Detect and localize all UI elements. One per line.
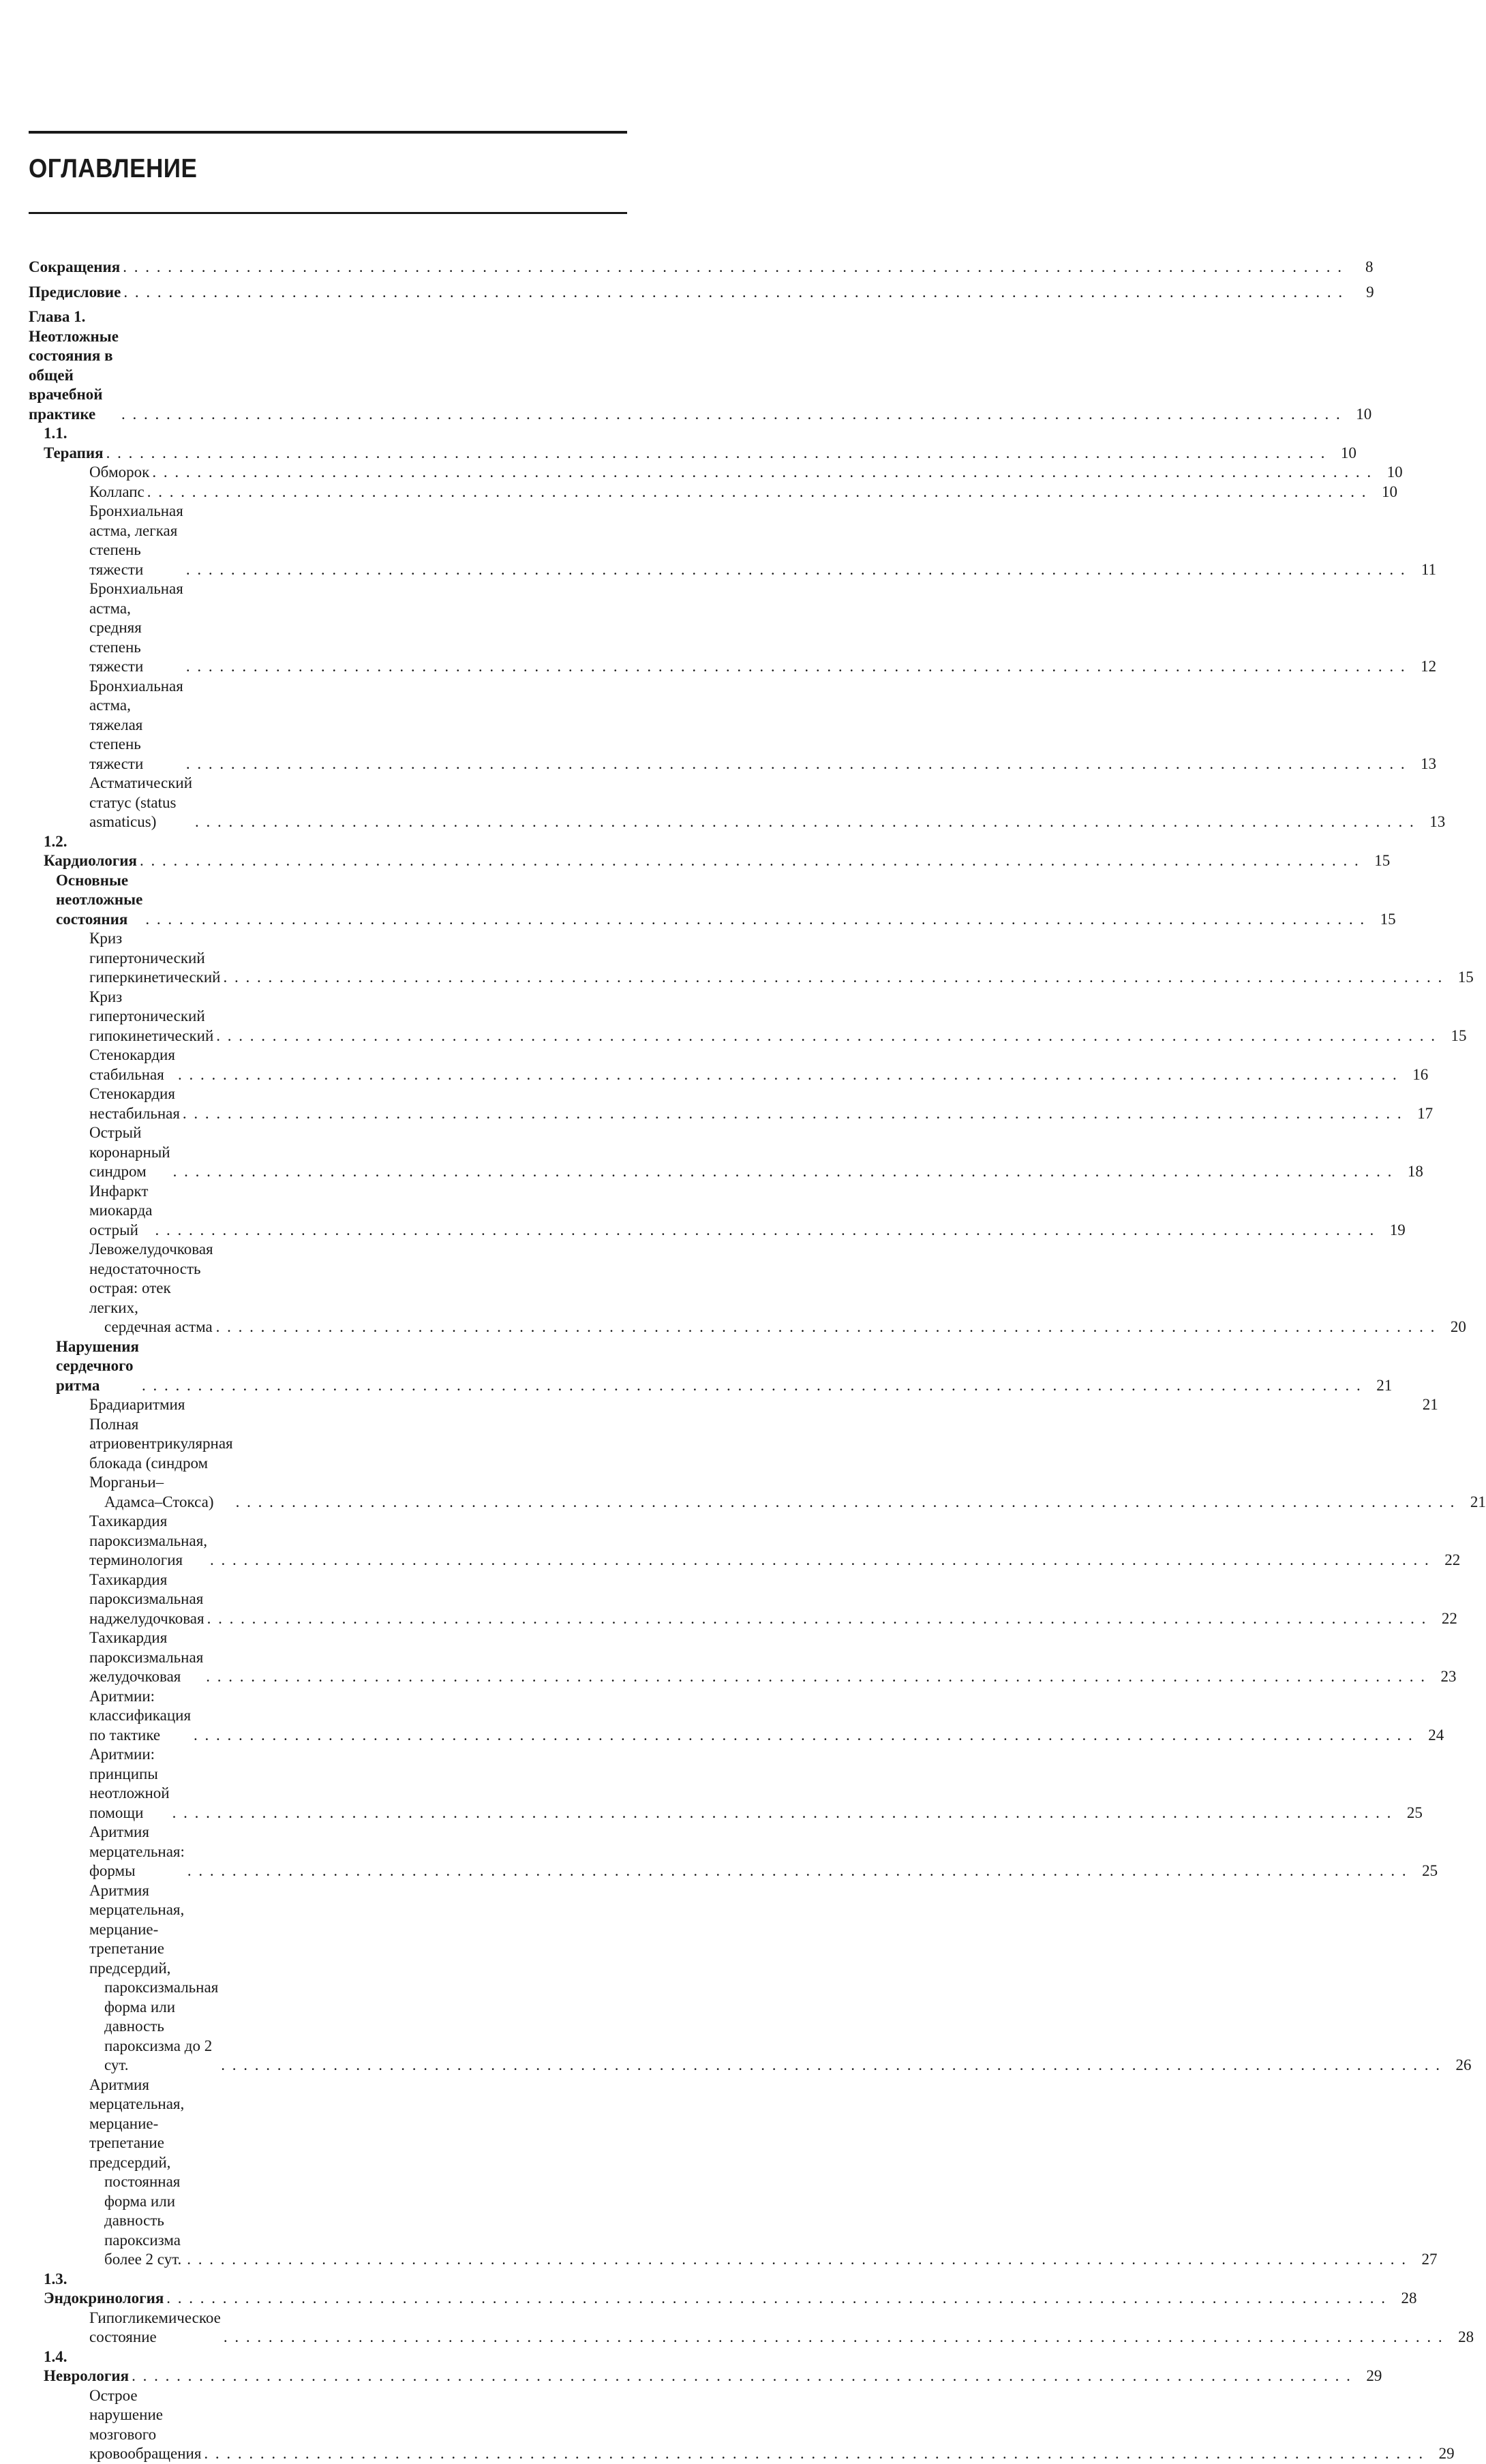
toc-entry[interactable]: Острый коронарный синдром . . . 18 xyxy=(29,1123,627,1182)
leader-dots xyxy=(166,2289,1386,2309)
page-number: 8 xyxy=(1365,258,1374,275)
page-number: 15 xyxy=(1374,852,1391,869)
leader-dots xyxy=(142,1376,1362,1396)
page-number: 29 xyxy=(1438,2445,1455,2462)
page-number: 27 xyxy=(1421,2251,1438,2268)
toc-entry[interactable]: Стенокардия стабильная . . . 16 xyxy=(29,1046,627,1084)
page-number: 29 xyxy=(1366,2367,1382,2384)
leader-dots xyxy=(194,1726,1414,1746)
leader-dots xyxy=(216,1026,1436,1046)
toc-entry[interactable]: Аритмия мерцательная, мерцание-трепетание предсердий, постоянная форма или давность пароксизма более 2 сут. . . . 27 xyxy=(29,2075,627,2270)
toc-entry-section-1-4[interactable]: 1.4. Неврология . . . 29 xyxy=(29,2347,627,2386)
leader-dots xyxy=(123,258,1343,277)
toc-entry-subsection[interactable]: Нарушения сердечного ритма . . . 21 xyxy=(29,1337,627,1396)
leader-dots xyxy=(186,657,1406,677)
leader-dots xyxy=(216,1318,1436,1337)
leader-dots xyxy=(178,1065,1398,1085)
page-number: 11 xyxy=(1421,560,1437,578)
toc-entry[interactable]: Аритмии: классификация по тактике . . . 24 xyxy=(29,1687,627,1746)
toc-entry[interactable]: Аритмии: принципы неотложной помощи . . . 25 xyxy=(29,1745,627,1823)
page-number: 19 xyxy=(1389,1221,1406,1238)
toc-entry[interactable]: Брадиаритмия 21 xyxy=(29,1395,627,1415)
toc-entry[interactable]: Инфаркт миокарда острый . . . 19 xyxy=(29,1182,627,1241)
toc-entry-preface[interactable]: Предисловие . . . 9 xyxy=(29,283,627,303)
page-number: 9 xyxy=(1366,283,1374,301)
page-number: 15 xyxy=(1457,969,1474,986)
page-number: 25 xyxy=(1422,1862,1438,1879)
toc-entry[interactable]: Аритмия мерцательная, мерцание-трепетание предсердий, пароксизмальная форма или давность пароксизма до 2 сут. . . . 26 xyxy=(29,1881,627,2075)
page-number: 16 xyxy=(1412,1065,1429,1083)
page-number: 21 xyxy=(1376,1376,1393,1394)
toc-entry[interactable]: Тахикардия пароксизмальная наджелудочковая . . . 22 xyxy=(29,1570,627,1629)
page-number: 23 xyxy=(1440,1668,1457,1685)
leader-dots xyxy=(195,812,1415,832)
leader-dots xyxy=(186,755,1406,774)
page-number: 10 xyxy=(1382,483,1398,500)
toc-entry-section-1-2[interactable]: 1.2. Кардиология . . . 15 xyxy=(29,832,627,871)
toc-entry[interactable]: Астматический статус (status asmaticus) . . . 13 xyxy=(29,774,627,832)
page-title: ОГЛАВЛЕНИЕ xyxy=(29,154,198,183)
page-number: 13 xyxy=(1421,755,1437,772)
page-number: 18 xyxy=(1407,1163,1423,1180)
leader-dots xyxy=(152,463,1372,483)
leader-dots xyxy=(106,444,1326,463)
leader-dots xyxy=(187,2250,1407,2270)
leader-dots xyxy=(204,2444,1424,2464)
toc-entry-subsection[interactable]: Основные неотложные состояния . . . 15 xyxy=(29,871,627,930)
toc-entry[interactable]: Левожелудочковая недостаточность острая: отек легких, сердечная астма . . . 20 xyxy=(29,1240,627,1337)
leader-dots xyxy=(140,851,1360,871)
page-number: 10 xyxy=(1356,405,1372,423)
page-number: 21 xyxy=(1470,1493,1486,1510)
leader-dots xyxy=(121,405,1341,425)
leader-dots xyxy=(183,1104,1403,1124)
leader-dots xyxy=(206,1667,1426,1687)
toc-entry[interactable]: Тахикардия пароксизмальная, терминология . . . 22 xyxy=(29,1512,627,1570)
leader-dots xyxy=(123,283,1344,303)
table-of-contents xyxy=(29,258,1486,2464)
toc-entry-abbreviations[interactable]: Сокращения . . . 8 xyxy=(29,258,627,277)
page-number: 15 xyxy=(1380,910,1396,928)
toc-entry-section-1-3[interactable]: 1.3. Эндокринология . . . 28 xyxy=(29,2270,627,2309)
toc-entry-section-1-1[interactable]: 1.1. Терапия . . . 10 xyxy=(29,424,627,463)
leader-dots xyxy=(224,2328,1444,2347)
leader-dots xyxy=(186,560,1406,580)
leader-dots xyxy=(223,968,1443,988)
leader-dots xyxy=(145,910,1365,930)
toc-entry[interactable]: Тахикардия пароксизмальная желудочковая . . . 23 xyxy=(29,1628,627,1687)
leader-dots xyxy=(210,1551,1430,1570)
toc-entry[interactable]: Бронхиальная астма, средняя степень тяжести . . . 12 xyxy=(29,579,627,677)
top-rule xyxy=(29,131,627,134)
page-number: 12 xyxy=(1421,658,1437,675)
toc-entry[interactable]: Стенокардия нестабильная . . . 17 xyxy=(29,1084,627,1123)
leader-dots xyxy=(187,1861,1408,1881)
toc-entry[interactable]: Криз гипертонический гипокинетический . . . 15 xyxy=(29,988,627,1046)
toc-entry[interactable]: Бронхиальная астма, легкая степень тяжести . . . 11 xyxy=(29,502,627,579)
title-underline xyxy=(29,212,627,214)
page-number: 17 xyxy=(1417,1104,1434,1122)
leader-dots xyxy=(236,1493,1456,1512)
page-number: 22 xyxy=(1441,1609,1457,1627)
leader-dots xyxy=(147,483,1367,502)
toc-entry[interactable]: Криз гипертонический гиперкинетический . . . 15 xyxy=(29,929,627,988)
leader-dots xyxy=(155,1221,1376,1241)
page-number: 22 xyxy=(1444,1551,1461,1568)
leader-dots xyxy=(207,1609,1427,1629)
page-number: 28 xyxy=(1458,2328,1474,2345)
page-number: 10 xyxy=(1386,463,1403,481)
toc-entry[interactable]: Острое нарушение мозгового кровообращения . . . 29 xyxy=(29,2386,627,2464)
page-number: 26 xyxy=(1455,2056,1472,2073)
page-number: 25 xyxy=(1406,1804,1423,1821)
leader-dots xyxy=(173,1162,1393,1182)
toc-entry[interactable]: Коллапс . . . 10 xyxy=(29,483,627,502)
toc-entry[interactable]: Аритмия мерцательная: формы . . . 25 xyxy=(29,1823,627,1881)
toc-entry-chapter-1[interactable]: Глава 1. Неотложные состояния в общей врачебной практике . . . 10 xyxy=(29,307,627,424)
toc-entry[interactable]: Гипогликемическое состояние . . . 28 xyxy=(29,2309,627,2347)
toc-entry[interactable]: Обморок . . . 10 xyxy=(29,463,627,483)
leader-dots xyxy=(132,2367,1352,2386)
page-number: 20 xyxy=(1450,1318,1466,1335)
leader-dots xyxy=(221,2056,1441,2075)
page-number: 10 xyxy=(1340,444,1356,461)
page-number: 28 xyxy=(1401,2290,1417,2307)
page-number: 15 xyxy=(1451,1026,1467,1044)
toc-entry[interactable]: Полная атриовентрикулярная блокада (синдром Морганьи– Адамса–Стокса) . . . 21 xyxy=(29,1415,627,1512)
page-number: 24 xyxy=(1428,1726,1444,1744)
page-number: 21 xyxy=(1422,1396,1438,1413)
page-number: 13 xyxy=(1429,813,1446,830)
leader-dots xyxy=(172,1804,1393,1823)
toc-entry[interactable]: Бронхиальная астма, тяжелая степень тяжести . . . 13 xyxy=(29,677,627,774)
